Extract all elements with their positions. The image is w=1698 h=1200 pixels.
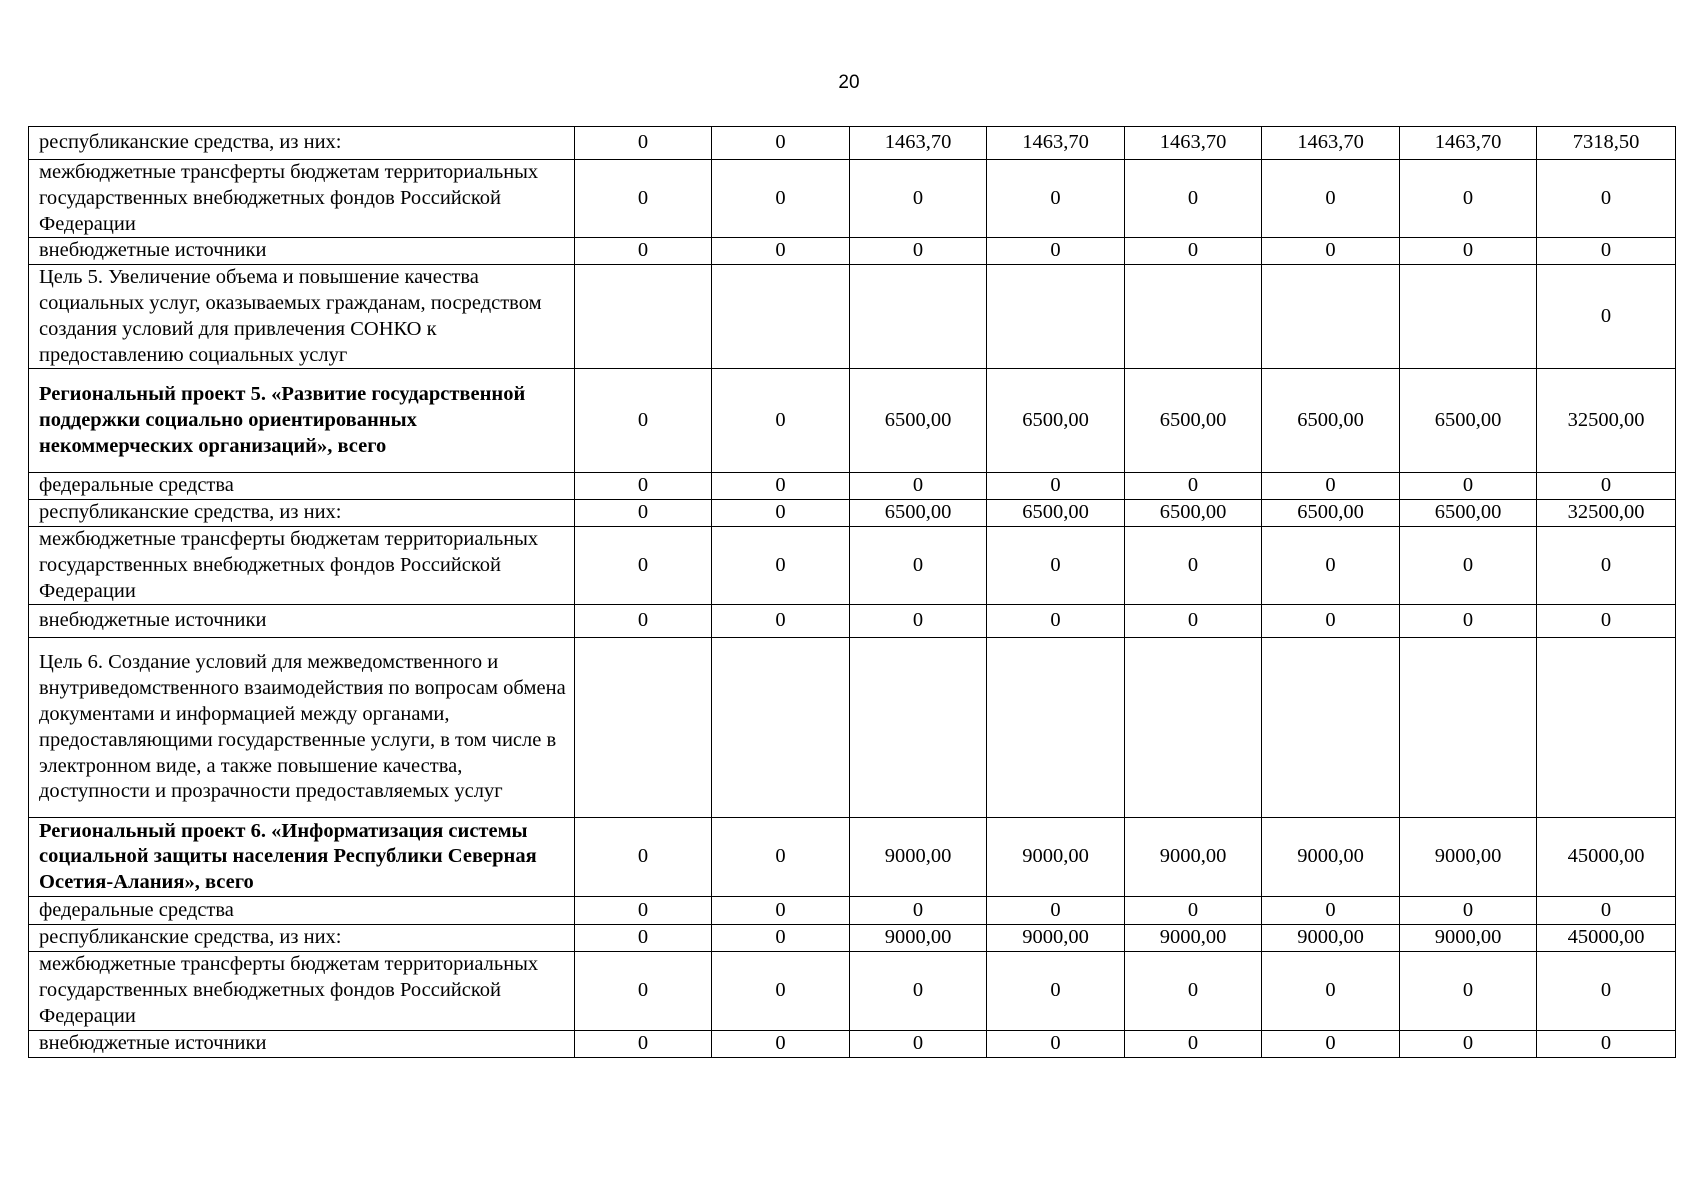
value-cell: 0 [1537, 952, 1676, 1030]
value-cell: 0 [1125, 897, 1262, 925]
value-cell: 0 [1537, 160, 1676, 238]
table-row [29, 925, 1676, 952]
value-cell: 0 [850, 473, 987, 500]
value-cell: 9000,00 [1400, 818, 1537, 897]
value-cell: 0 [1537, 1030, 1676, 1057]
value-cell: 6500,00 [850, 369, 987, 473]
value-cell: 0 [712, 897, 850, 925]
value-cell: 0 [987, 605, 1125, 638]
value-cell: 0 [987, 473, 1125, 500]
row-label: федеральные средства [29, 897, 575, 925]
value-cell: 0 [1400, 526, 1537, 604]
value-cell: 0 [575, 238, 712, 265]
table-row [29, 1030, 1676, 1057]
value-cell: 0 [850, 238, 987, 265]
value-cell: 0 [1262, 160, 1400, 238]
value-cell [1262, 265, 1400, 369]
value-cell: 0 [850, 1030, 987, 1057]
value-cell: 1463,70 [1262, 127, 1400, 160]
value-cell: 1463,70 [987, 127, 1125, 160]
value-cell: 6500,00 [1262, 369, 1400, 473]
value-cell: 0 [712, 369, 850, 473]
value-cell [575, 265, 712, 369]
value-cell: 0 [1125, 1030, 1262, 1057]
value-cell [1125, 638, 1262, 818]
value-cell: 0 [1400, 1030, 1537, 1057]
value-cell: 0 [1125, 526, 1262, 604]
row-label: республиканские средства, из них: [29, 127, 575, 160]
row-label: республиканские средства, из них: [29, 500, 575, 527]
value-cell: 0 [1262, 952, 1400, 1030]
value-cell: 45000,00 [1537, 925, 1676, 952]
budget-table [28, 126, 1676, 1058]
row-label: Региональный проект 5. «Развитие государственной поддержки социально ориентированных некоммерческих организаций», всего [29, 369, 575, 473]
value-cell [850, 265, 987, 369]
value-cell: 0 [1537, 526, 1676, 604]
value-cell: 9000,00 [987, 925, 1125, 952]
value-cell: 9000,00 [1125, 925, 1262, 952]
value-cell: 7318,50 [1537, 127, 1676, 160]
value-cell: 0 [1400, 473, 1537, 500]
table-row [29, 369, 1676, 473]
table-row [29, 265, 1676, 369]
value-cell: 32500,00 [1537, 369, 1676, 473]
value-cell: 0 [1262, 897, 1400, 925]
value-cell: 0 [712, 238, 850, 265]
value-cell: 0 [1262, 526, 1400, 604]
value-cell: 0 [1125, 605, 1262, 638]
row-label: Региональный проект 6. «Информатизация системы социальной защиты населения Республики Северная Осетия-Алания», всего [29, 818, 575, 897]
value-cell: 6500,00 [850, 500, 987, 527]
value-cell: 9000,00 [1125, 818, 1262, 897]
value-cell [1262, 638, 1400, 818]
value-cell: 0 [575, 605, 712, 638]
value-cell: 0 [575, 473, 712, 500]
value-cell: 0 [1125, 473, 1262, 500]
value-cell [1125, 265, 1262, 369]
value-cell: 0 [987, 238, 1125, 265]
value-cell: 0 [575, 127, 712, 160]
table-row [29, 526, 1676, 604]
row-label: внебюджетные источники [29, 238, 575, 265]
value-cell [1400, 265, 1537, 369]
value-cell: 0 [1262, 1030, 1400, 1057]
value-cell: 0 [575, 897, 712, 925]
value-cell: 0 [987, 160, 1125, 238]
value-cell: 32500,00 [1537, 500, 1676, 527]
table-row [29, 127, 1676, 160]
value-cell: 0 [712, 500, 850, 527]
value-cell: 0 [712, 925, 850, 952]
row-label: межбюджетные трансферты бюджетам территориальных государственных внебюджетных фондов Российской Федерации [29, 160, 575, 238]
value-cell: 6500,00 [1125, 369, 1262, 473]
value-cell: 0 [575, 1030, 712, 1057]
value-cell: 6500,00 [1400, 369, 1537, 473]
value-cell: 0 [712, 473, 850, 500]
table-row [29, 500, 1676, 527]
row-label: федеральные средства [29, 473, 575, 500]
value-cell: 0 [850, 160, 987, 238]
value-cell: 0 [850, 605, 987, 638]
row-label: межбюджетные трансферты бюджетам территориальных государственных внебюджетных фондов Российской Федерации [29, 526, 575, 604]
value-cell: 9000,00 [987, 818, 1125, 897]
value-cell: 0 [1262, 238, 1400, 265]
value-cell [1400, 638, 1537, 818]
value-cell: 0 [575, 952, 712, 1030]
table-row [29, 638, 1676, 818]
value-cell: 0 [575, 925, 712, 952]
value-cell: 0 [850, 897, 987, 925]
value-cell: 9000,00 [850, 818, 987, 897]
value-cell: 0 [1125, 238, 1262, 265]
value-cell: 0 [575, 526, 712, 604]
value-cell: 0 [1400, 160, 1537, 238]
value-cell: 6500,00 [987, 500, 1125, 527]
table-row [29, 160, 1676, 238]
value-cell: 1463,70 [1400, 127, 1537, 160]
value-cell [987, 638, 1125, 818]
value-cell: 1463,70 [1125, 127, 1262, 160]
value-cell: 0 [1537, 473, 1676, 500]
value-cell: 0 [1125, 952, 1262, 1030]
page-number: 20 [838, 72, 860, 93]
value-cell: 9000,00 [1400, 925, 1537, 952]
value-cell: 0 [850, 526, 987, 604]
value-cell: 0 [1262, 605, 1400, 638]
table-row [29, 473, 1676, 500]
row-label: республиканские средства, из них: [29, 925, 575, 952]
value-cell: 0 [575, 160, 712, 238]
value-cell: 0 [712, 1030, 850, 1057]
value-cell [575, 638, 712, 818]
row-label: Цель 5. Увеличение объема и повышение качества социальных услуг, оказываемых гражданам, посредством создания условий для привлечения СОНКО к предоставлению социальных услуг [29, 265, 575, 369]
value-cell: 0 [1537, 897, 1676, 925]
value-cell: 0 [712, 526, 850, 604]
value-cell: 0 [987, 1030, 1125, 1057]
row-label: межбюджетные трансферты бюджетам территориальных государственных внебюджетных фондов Российской Федерации [29, 952, 575, 1030]
value-cell [850, 638, 987, 818]
value-cell: 0 [712, 160, 850, 238]
table-row [29, 897, 1676, 925]
value-cell: 0 [987, 526, 1125, 604]
value-cell: 45000,00 [1537, 818, 1676, 897]
value-cell: 0 [1400, 897, 1537, 925]
value-cell [712, 638, 850, 818]
value-cell: 6500,00 [987, 369, 1125, 473]
value-cell: 0 [1262, 473, 1400, 500]
value-cell: 0 [712, 952, 850, 1030]
row-label: Цель 6. Создание условий для межведомственного и внутриведомственного взаимодействия по вопросам обмена документами и информацией между органами, предоставляющими государственные услуги, в том числе в электронном виде, а также повышение качества, доступности и прозрачности предоставляемых услуг [29, 638, 575, 818]
value-cell: 9000,00 [1262, 925, 1400, 952]
value-cell: 0 [575, 818, 712, 897]
value-cell: 0 [1400, 238, 1537, 265]
table-row [29, 238, 1676, 265]
value-cell: 6500,00 [1262, 500, 1400, 527]
value-cell [987, 265, 1125, 369]
value-cell: 9000,00 [1262, 818, 1400, 897]
value-cell: 0 [1537, 605, 1676, 638]
table-body [29, 127, 1676, 1058]
value-cell: 6500,00 [1400, 500, 1537, 527]
value-cell: 0 [1537, 238, 1676, 265]
value-cell: 1463,70 [850, 127, 987, 160]
table-row [29, 952, 1676, 1030]
value-cell: 0 [575, 500, 712, 527]
value-cell [1537, 638, 1676, 818]
row-label: внебюджетные источники [29, 1030, 575, 1057]
value-cell: 9000,00 [850, 925, 987, 952]
value-cell: 0 [987, 897, 1125, 925]
value-cell [712, 265, 850, 369]
value-cell: 0 [1400, 605, 1537, 638]
value-cell: 0 [850, 952, 987, 1030]
value-cell: 0 [1537, 265, 1676, 369]
value-cell: 0 [987, 952, 1125, 1030]
value-cell: 0 [575, 369, 712, 473]
table-row [29, 605, 1676, 638]
row-label: внебюджетные источники [29, 605, 575, 638]
value-cell: 0 [712, 818, 850, 897]
value-cell: 0 [712, 605, 850, 638]
table-row [29, 818, 1676, 897]
value-cell: 0 [1125, 160, 1262, 238]
value-cell: 0 [712, 127, 850, 160]
value-cell: 0 [1400, 952, 1537, 1030]
value-cell: 6500,00 [1125, 500, 1262, 527]
